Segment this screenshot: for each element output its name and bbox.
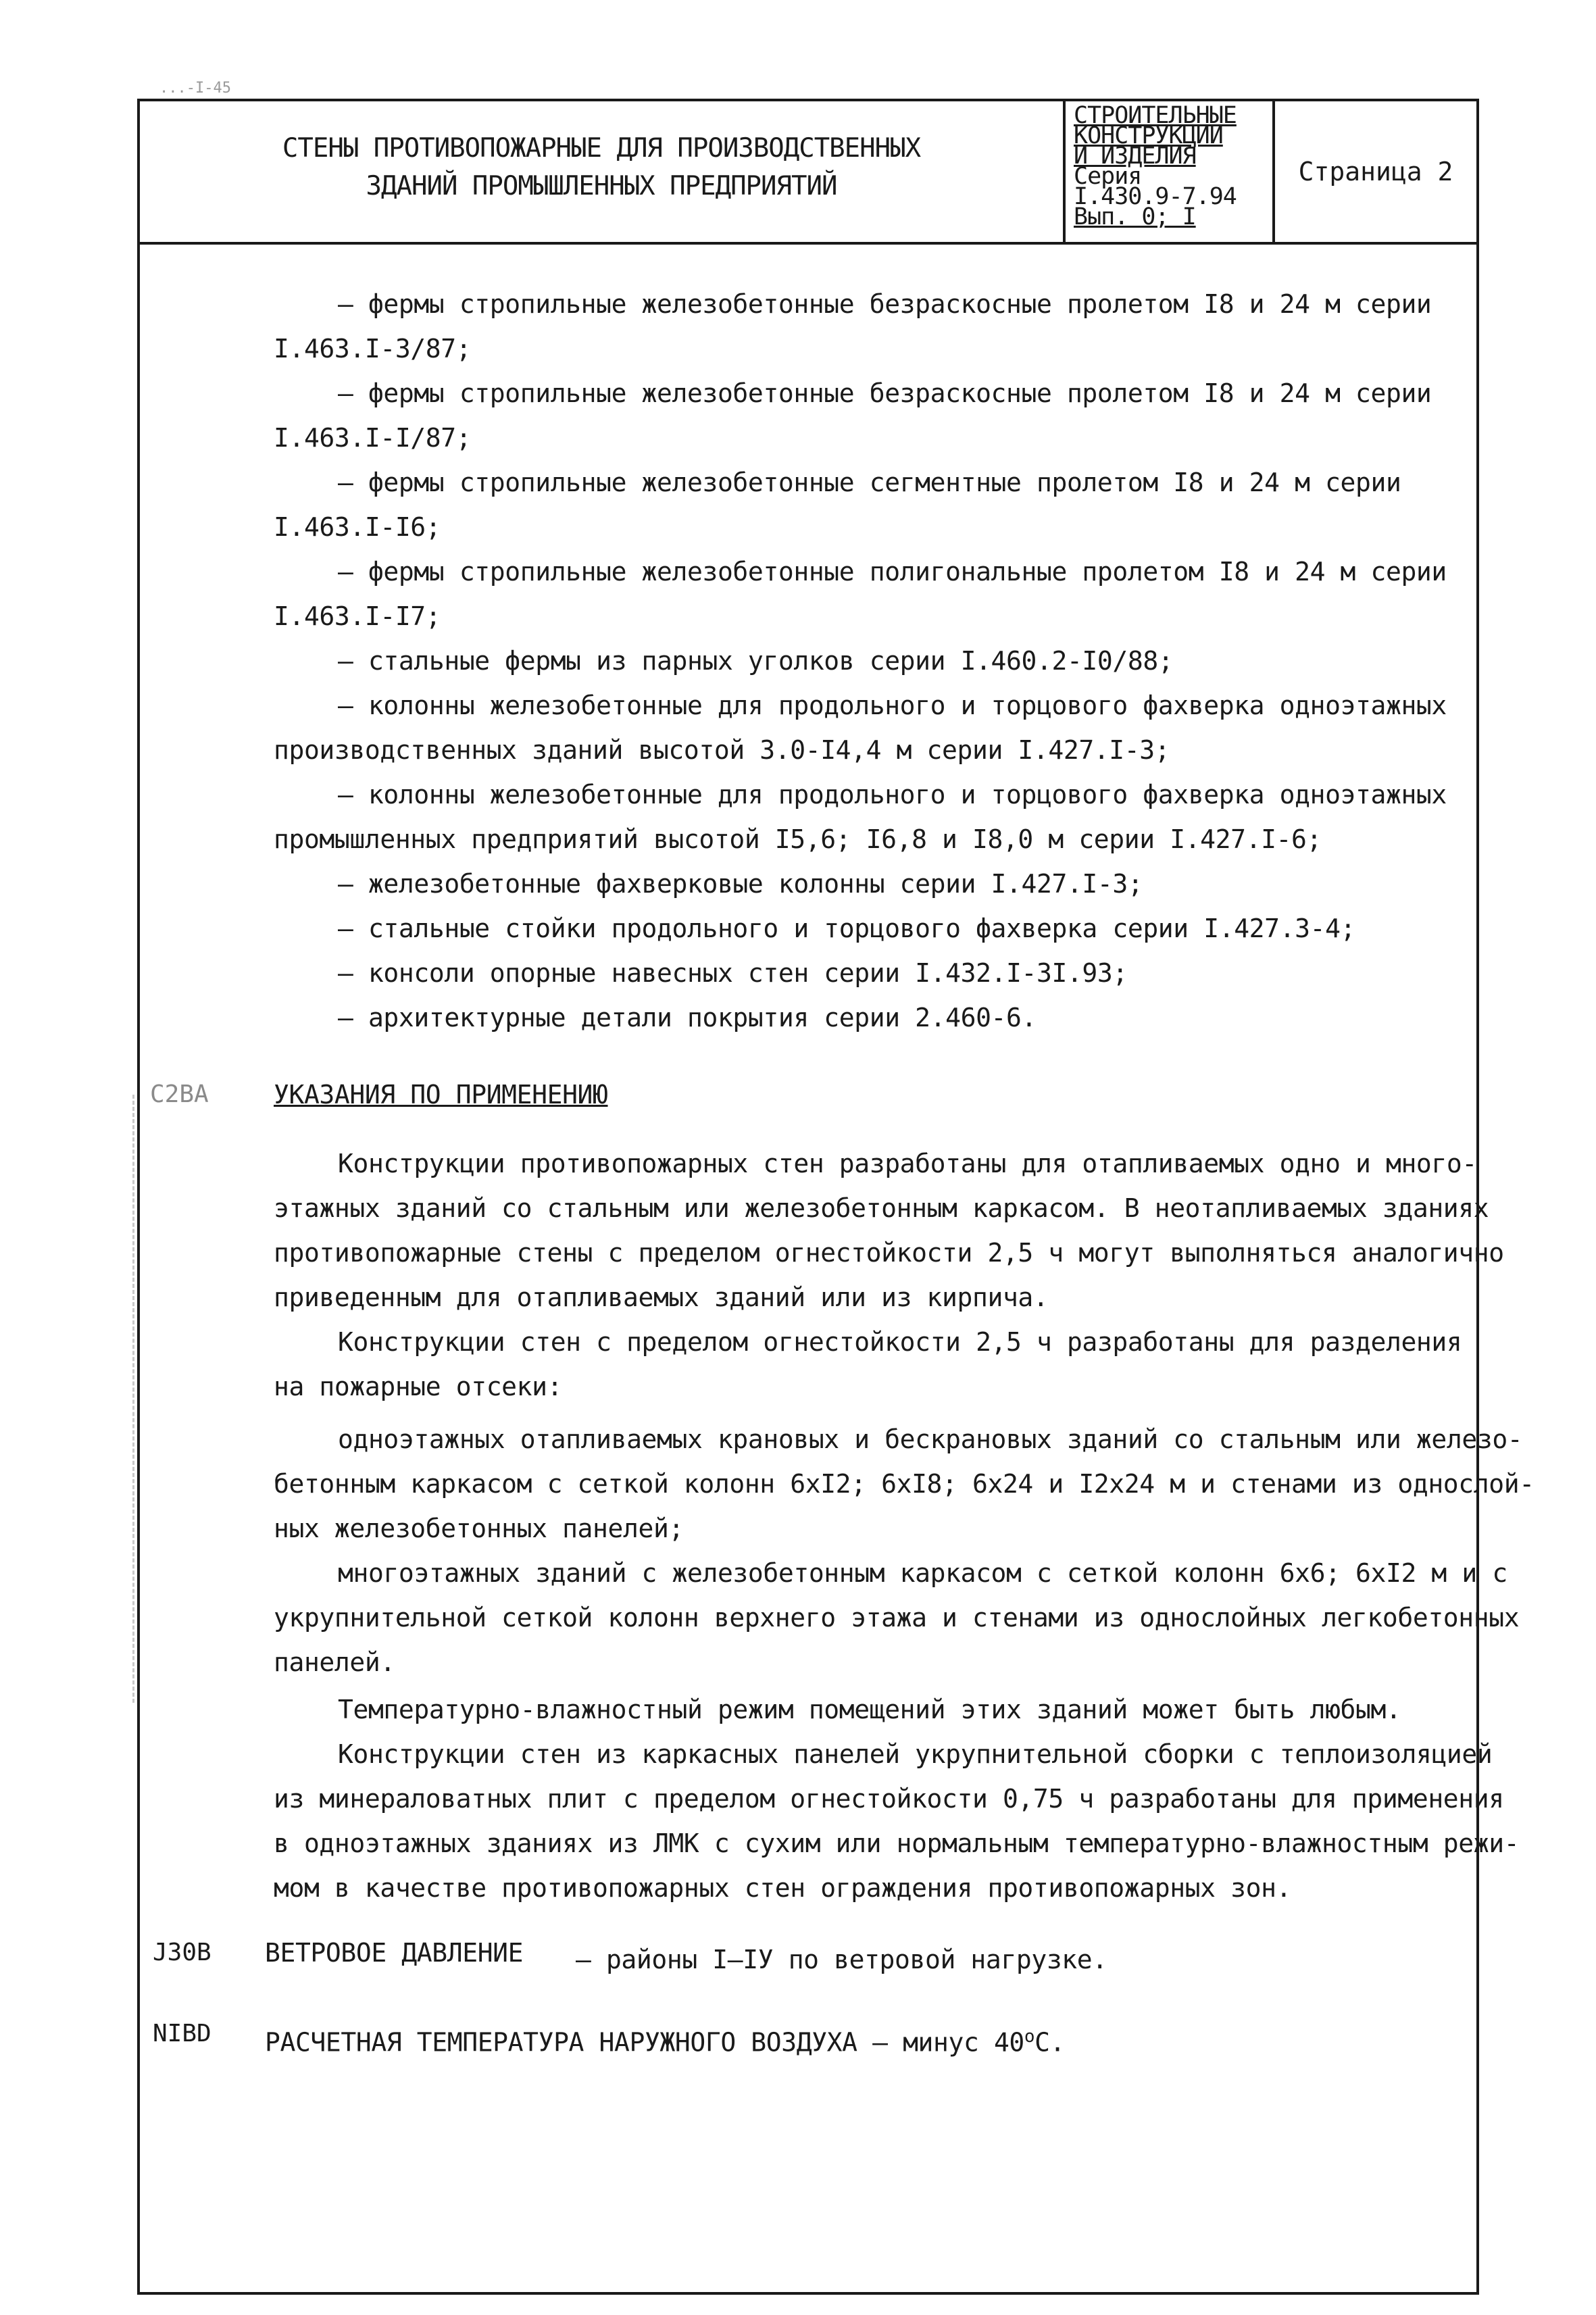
list-item-6: – колонны железобетонные для продольного и торцового фахверка одноэтажных bbox=[338, 691, 1447, 720]
series-number: I.430.9-7.94 bbox=[1074, 183, 1237, 210]
document-title bbox=[140, 130, 1063, 205]
margin-code-usage: C2BA bbox=[150, 1080, 209, 1108]
paragraph-6-line-3: в одноэтажных зданиях из ЛМК с сухим или нормальным температурно-влажностным режи- bbox=[274, 1828, 1520, 1858]
document-title-line-2: ЗДАНИЙ ПРОМЫШЛЕННЫХ ПРЕДПРИЯТИЙ bbox=[366, 171, 837, 201]
paragraph-4-line-1: многоэтажных зданий с железобетонным каркасом с сеткой колонн 6х6; 6хI2 м и с bbox=[338, 1558, 1507, 1588]
list-item-4-cont: I.463.I-I7; bbox=[274, 601, 441, 631]
design-temperature-unit: С. bbox=[1034, 2027, 1066, 2058]
list-item-3: – фермы стропильные железобетонные сегментные пролетом I8 и 24 м серии bbox=[338, 468, 1401, 497]
wind-pressure-value: – районы I–IУ по ветровой нагрузке. bbox=[576, 1945, 1107, 1974]
section-heading-usage: УКАЗАНИЯ ПО ПРИМЕНЕНИЮ bbox=[274, 1080, 608, 1110]
series-issue: Вып. 0; I bbox=[1074, 203, 1196, 230]
list-item-5: – стальные фермы из парных уголков серии I.460.2-I0/88; bbox=[338, 646, 1174, 676]
series-block bbox=[1063, 101, 1272, 242]
design-temperature-text: РАСЧЕТНАЯ ТЕМПЕРАТУРА НАРУЖНОГО ВОЗДУХА – минус 40 bbox=[265, 2027, 1024, 2058]
paragraph-5-line-1: Температурно-влажностный режим помещений этих зданий может быть любым. bbox=[338, 1695, 1401, 1724]
series-line-2: КОНСТРУКЦИИ bbox=[1074, 122, 1223, 149]
list-item-7-cont: промышленных предприятий высотой I5,6; I6,8 и I8,0 м серии I.427.I-6; bbox=[274, 824, 1322, 854]
margin-code-wind: J30B bbox=[153, 1939, 211, 1966]
paragraph-1-line-3: противопожарные стены с пределом огнестойкости 2,5 ч могут выполняться аналогично bbox=[274, 1238, 1504, 1268]
list-item-3-cont: I.463.I-I6; bbox=[274, 512, 441, 542]
corner-mark: ...-I-45 bbox=[159, 80, 231, 97]
paragraph-1-line-1: Конструкции противопожарных стен разработаны для отапливаемых одно и много- bbox=[338, 1149, 1477, 1178]
paragraph-3-line-3: ных железобетонных панелей; bbox=[274, 1514, 684, 1543]
design-temperature-line bbox=[265, 2022, 1065, 2058]
paragraph-4-line-3: панелей. bbox=[274, 1647, 395, 1677]
margin-code-temperature: NIBD bbox=[153, 2020, 211, 2047]
list-item-1: – фермы стропильные железобетонные безраскосные пролетом I8 и 24 м серии bbox=[338, 289, 1432, 319]
page-number: Страница 2 bbox=[1272, 101, 1476, 242]
degree-mark: o bbox=[1024, 2026, 1035, 2047]
list-item-11: – архитектурные детали покрытия серии 2.460-6. bbox=[338, 1003, 1037, 1032]
wind-pressure-heading: ВЕТРОВОЕ ДАВЛЕНИЕ bbox=[265, 1938, 524, 1968]
paragraph-1-line-2: этажных зданий со стальным или железобетонным каркасом. В неотапливаемых зданиях bbox=[274, 1193, 1489, 1223]
paragraph-4-line-2: укрупнительной сеткой колонн верхнего этажа и стенами из однослойных легкобетонных bbox=[274, 1603, 1520, 1633]
list-item-10: – консоли опорные навесных стен серии I.432.I-3I.93; bbox=[338, 958, 1128, 988]
paragraph-3-line-1: одноэтажных отапливаемых крановых и бескрановых зданий со стальным или железо- bbox=[338, 1424, 1523, 1454]
list-item-2: – фермы стропильные железобетонные безраскосные пролетом I8 и 24 м серии bbox=[338, 378, 1432, 408]
list-item-9: – стальные стойки продольного и торцового фахверка серии I.427.3-4; bbox=[338, 914, 1356, 943]
paragraph-2-line-2: на пожарные отсеки: bbox=[274, 1372, 563, 1401]
paragraph-1-line-4: приведенным для отапливаемых зданий или из кирпича. bbox=[274, 1283, 1049, 1312]
list-item-4: – фермы стропильные железобетонные полигональные пролетом I8 и 24 м серии bbox=[338, 557, 1447, 587]
series-line-1: СТРОИТЕЛЬНЫЕ bbox=[1074, 102, 1237, 129]
paragraph-2-line-1: Конструкции стен с пределом огнестойкости 2,5 ч разработаны для разделения bbox=[338, 1327, 1462, 1357]
title-block bbox=[140, 101, 1476, 245]
paragraph-3-line-2: бетонным каркасом с сеткой колонн 6хI2; 6хI8; 6х24 и I2х24 м и стенами из однослой- bbox=[274, 1469, 1535, 1499]
margin-dash-line bbox=[132, 1095, 136, 1703]
paragraph-6-line-1: Конструкции стен из каркасных панелей укрупнительной сборки с теплоизоляцией bbox=[338, 1739, 1493, 1769]
list-item-6-cont: производственных зданий высотой 3.0-I4,4 м серии I.427.I-3; bbox=[274, 735, 1170, 765]
series-line-4: Серия bbox=[1074, 163, 1142, 190]
list-item-7: – колонны железобетонные для продольного и торцового фахверка одноэтажных bbox=[338, 780, 1447, 810]
list-item-1-cont: I.463.I-3/87; bbox=[274, 334, 472, 364]
document-title-line-1: СТЕНЫ ПРОТИВОПОЖАРНЫЕ ДЛЯ ПРОИЗВОДСТВЕННЫХ bbox=[282, 133, 921, 164]
paragraph-6-line-2: из минераловатных плит с пределом огнестойкости 0,75 ч разработаны для применения bbox=[274, 1784, 1504, 1814]
paragraph-6-line-4: мом в качестве противопожарных стен ограждения противопожарных зон. bbox=[274, 1873, 1292, 1903]
list-item-8: – железобетонные фахверковые колонны серии I.427.I-3; bbox=[338, 869, 1143, 899]
series-line-3: И ИЗДЕЛИЯ bbox=[1074, 143, 1196, 170]
list-item-2-cont: I.463.I-I/87; bbox=[274, 423, 472, 453]
